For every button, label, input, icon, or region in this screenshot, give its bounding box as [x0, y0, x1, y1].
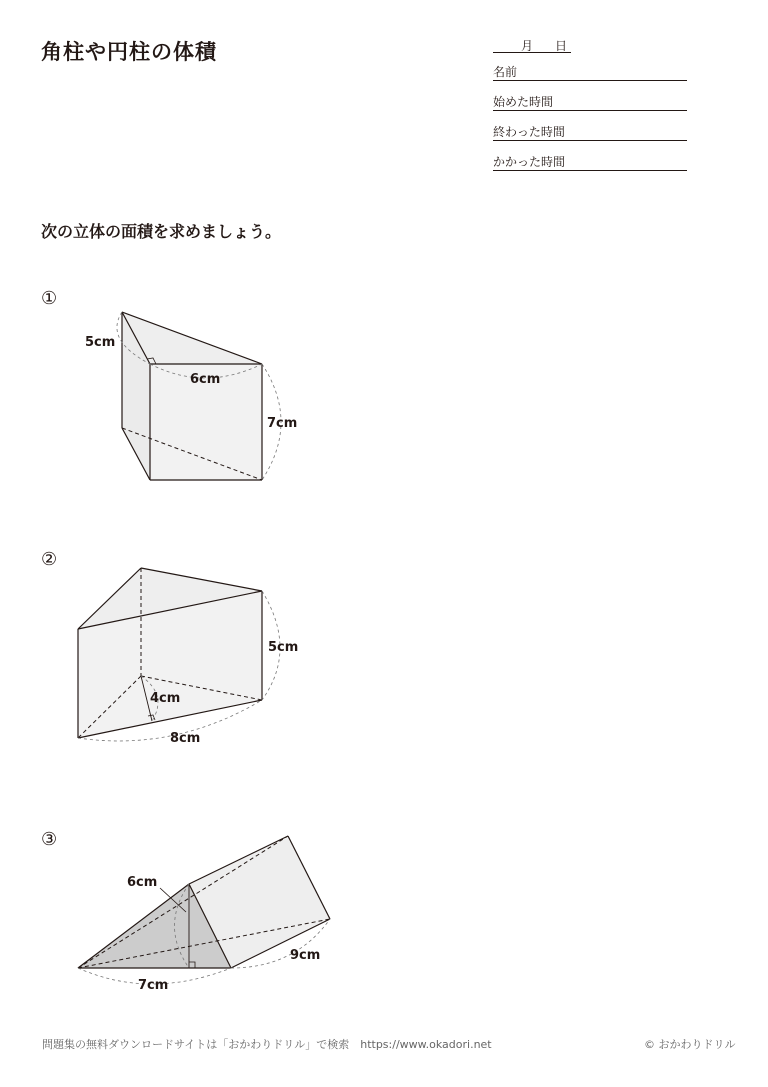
problem-3-label-height: 6cm — [127, 875, 158, 890]
problem-3-label-length: 9cm — [290, 948, 321, 963]
problem-1-number: ① — [41, 288, 58, 309]
date-field[interactable] — [493, 37, 571, 53]
problem-3-number: ③ — [41, 829, 58, 850]
footer-copyright: © おかわりドリル — [644, 1038, 736, 1051]
footer-site-text: 問題集の無料ダウンロードサイトは「おかわりドリル」で検索 https://www.okadori.net — [42, 1038, 492, 1051]
problem-2-label-height: 5cm — [268, 640, 299, 655]
elapsed-time-label: かかった時間 — [493, 155, 566, 169]
day-label: 日 — [555, 39, 568, 53]
problem-1-label-depth: 7cm — [267, 416, 298, 431]
name-field[interactable] — [493, 65, 687, 81]
problem-1-figure — [0, 300, 340, 500]
problem-3-label-base: 7cm — [138, 978, 169, 993]
problem-2-figure — [0, 560, 340, 750]
start-time-label: 始めた時間 — [493, 95, 554, 109]
end-time-label: 終わった時間 — [493, 125, 565, 139]
name-label: 名前 — [493, 65, 518, 79]
page-title: 角柱や円柱の体積 — [41, 40, 217, 64]
problem-3-figure — [0, 830, 340, 1000]
problem-2-label-base: 8cm — [170, 731, 201, 746]
problem-1-label-height: 5cm — [85, 335, 116, 350]
instruction-text: 次の立体の面積を求めましょう。 — [41, 222, 282, 241]
problem-2-number: ② — [41, 549, 58, 570]
elapsed-time-field[interactable] — [493, 155, 687, 171]
month-label: 月 — [521, 39, 534, 53]
problem-1-label-base: 6cm — [190, 372, 221, 387]
problem-2-label-triangle-height: 4cm — [150, 691, 181, 706]
start-time-field[interactable] — [493, 95, 687, 111]
end-time-field[interactable] — [493, 125, 687, 141]
